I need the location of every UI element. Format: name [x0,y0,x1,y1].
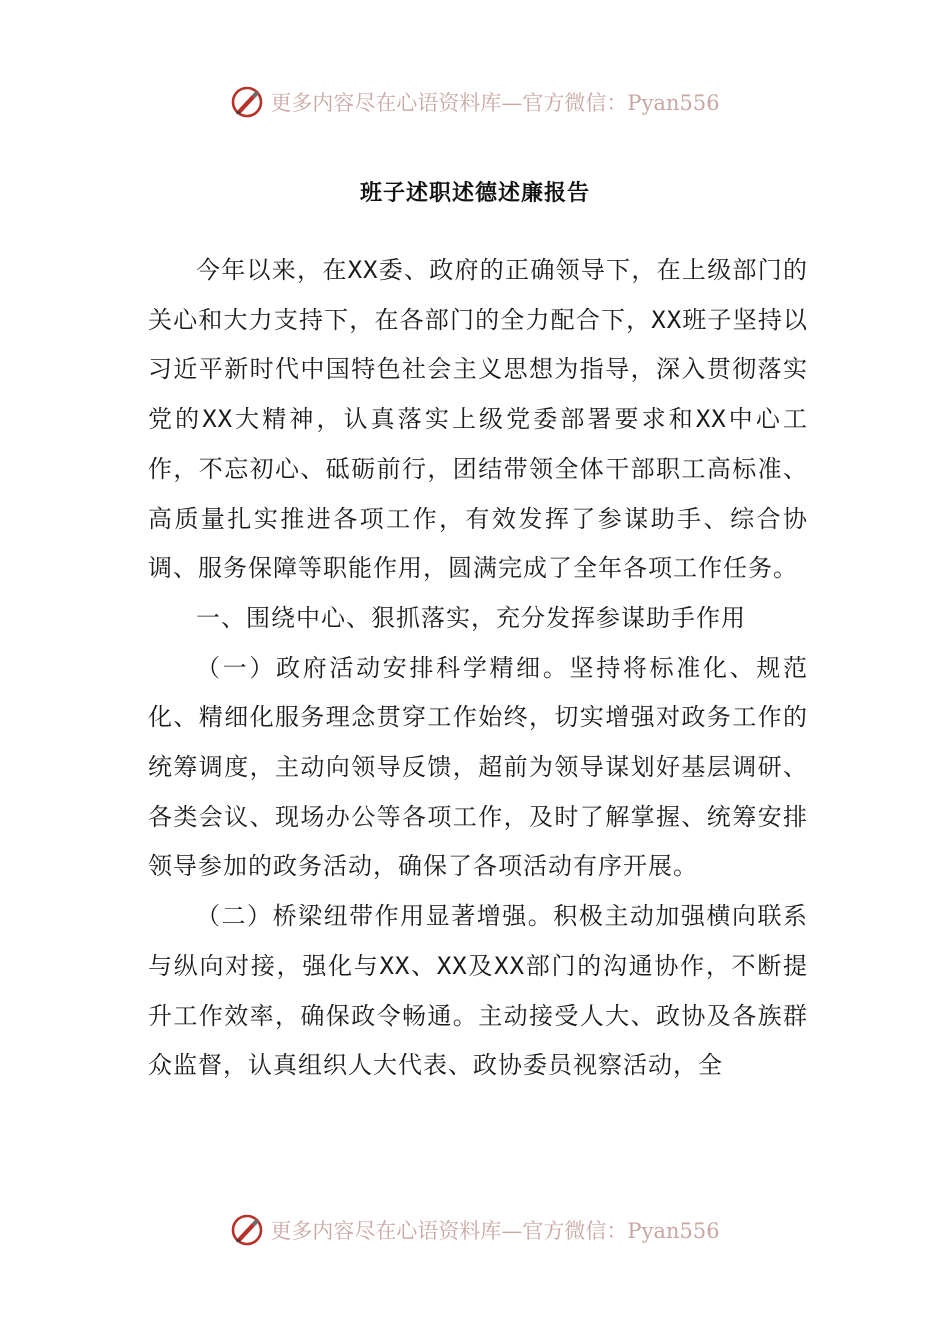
paragraph-item-2: （二）桥梁纽带作用显著增强。积极主动加强横向联系与纵向对接，强化与XX、XX及XX部门的沟通协作，不断提升工作效率，确保政令畅通。主动接受人大、政协及各族群众监督，认真组织人大代表、政协委员视察活动，全 [148,902,808,1080]
document-body [148,246,808,1091]
paragraph-item-1: （一）政府活动安排科学精细。坚持将标准化、规范化、精细化服务理念贯穿工作始终，切实增强对政务工作的统筹调度，主动向领导反馈，超前为领导谋划好基层调研、各类会议、现场办公等各项工作，及时了解掌握、统筹安排领导参加的政务活动，确保了各项活动有序开展。 [148,653,808,881]
watermark-banner-top [0,80,950,124]
paragraph-section-heading: 一、围绕中心、狠抓落实，充分发挥参谋助手作用 [196,603,746,632]
document-title: 班子述职述德述廉报告 [359,181,590,206]
watermark-text: 更多内容尽在心语资料库—官方微信：Pyan556 [270,91,720,115]
watermark-text: 更多内容尽在心语资料库—官方微信：Pyan556 [270,1219,720,1243]
paragraph-intro: 今年以来，在XX委、政府的正确领导下，在上级部门的关心和大力支持下，在各部门的全力配合下，XX班子坚持以习近平新时代中国特色社会主义思想为指导，深入贯彻落实党的XX大精神，认真落实上级党委部署要求和XX中心工作，不忘初心、砥砺前行，团结带领全体干部职工高标准、高质量扎实推进各项工作，有效发挥了参谋助手、综合协调、服务保障等职能作用，圆满完成了全年各项工作任务。 [148,256,808,583]
pen-circle-logo-icon [230,85,264,119]
pen-circle-logo-icon [230,1213,264,1247]
watermark-banner-bottom [0,1208,950,1252]
